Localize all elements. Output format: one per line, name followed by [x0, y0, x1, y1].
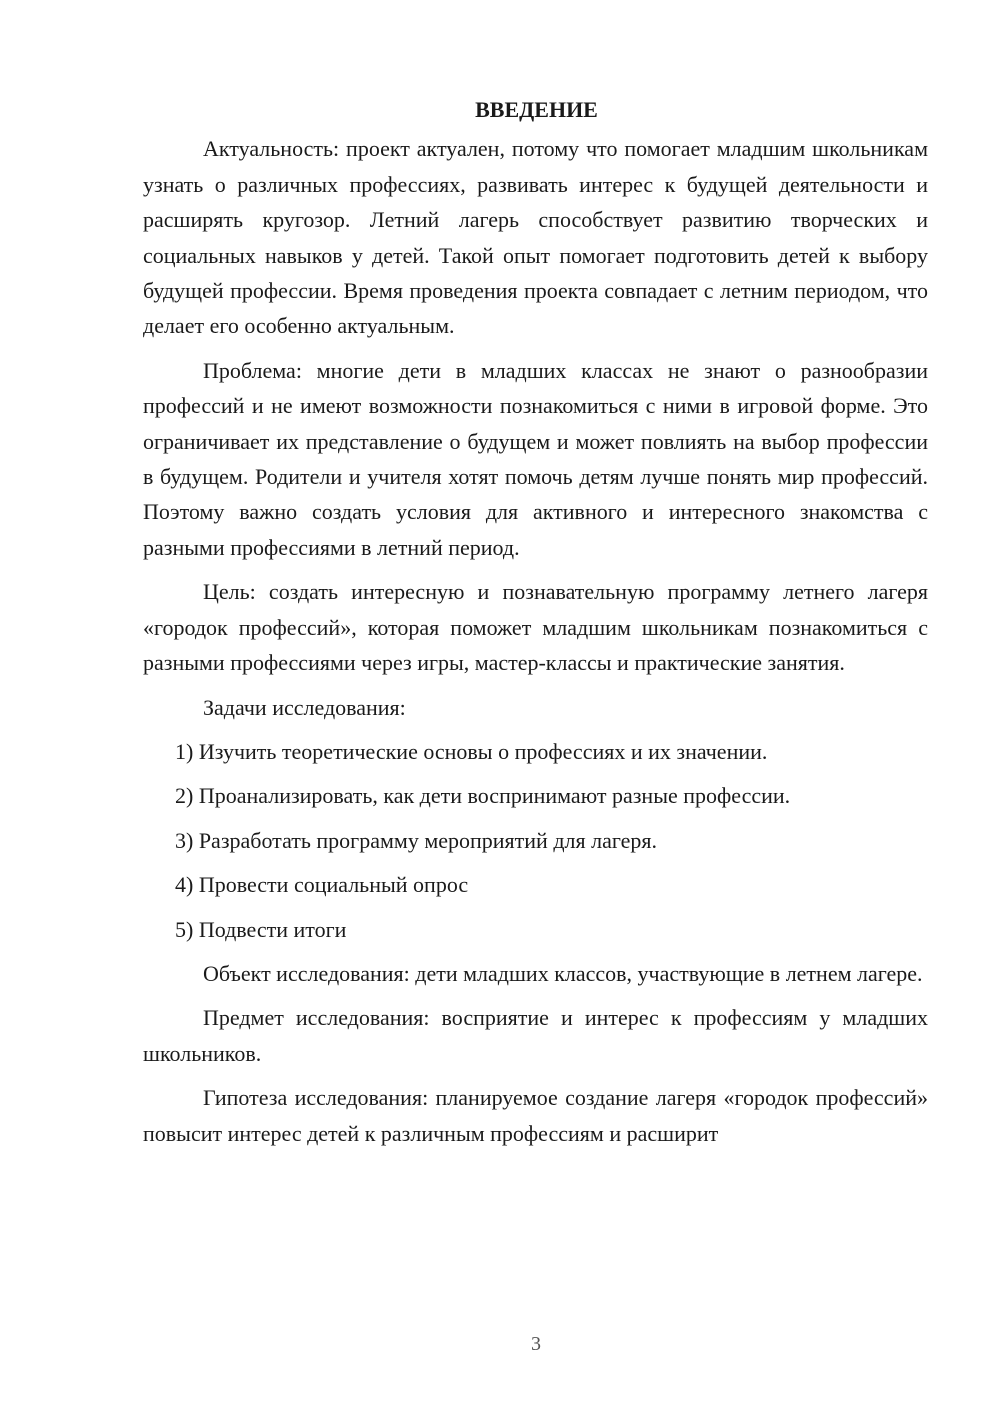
subject-paragraph: Предмет исследования: восприятие и интерес к профессиям у младших школьников.: [143, 1005, 928, 1066]
list-item: 4) Провести социальный опрос: [175, 872, 469, 898]
list-item: 1) Изучить теоретические основы о профессиях и их значении.: [175, 738, 768, 764]
list-item: 3) Разработать программу мероприятий для лагеря.: [175, 827, 657, 853]
goal-paragraph: Цель: создать интересную и познавательную программу летнего лагеря «городок профессий», которая поможет младшим школьникам познакомиться с разными профессиями через игры, мастер-классы и практические занятия.: [143, 579, 928, 676]
object-paragraph: Объект исследования: дети младших классов, участвующие в летнем лагере.: [203, 960, 923, 986]
problem-paragraph: Проблема: многие дети в младших классах не знают о разнообразии профессий и не имеют возможности познакомиться с ними в игровой форме. Это ограничивает их представление о будущем и может повлиять на выбор профессии в будущем. Родители и учителя хотят помочь детям лучше понять мир профессий. Поэтому важно создать условия для активного и интересного знакомства с разными профессиями в летний период.: [143, 357, 928, 560]
relevance-paragraph: Актуальность: проект актуален, потому что помогает младшим школьникам узнать о различных профессиях, развивать интерес к будущей деятельности и расширять кругозор. Летний лагерь способствует развитию творческих и социальных навыков у детей. Такой опыт помогает подготовить детей к выбору будущей профессии. Время проведения проекта совпадает с летним периодом, что делает его особенно актуальным.: [143, 136, 928, 339]
list-item: 5) Подвести итоги: [175, 916, 347, 942]
page-title: ВВЕДЕНИЕ: [475, 97, 598, 122]
page-body: [143, 92, 928, 1160]
list-item: 2) Проанализировать, как дети воспринимают разные профессии.: [175, 783, 791, 809]
page-number: 3: [531, 1333, 541, 1355]
hypothesis-paragraph: Гипотеза исследования: планируемое создание лагеря «городок профессий» повысит интерес детей к различным профессиям и расширит: [143, 1085, 928, 1146]
tasks-heading: Задачи исследования:: [203, 694, 406, 720]
tasks-list: [143, 734, 928, 947]
